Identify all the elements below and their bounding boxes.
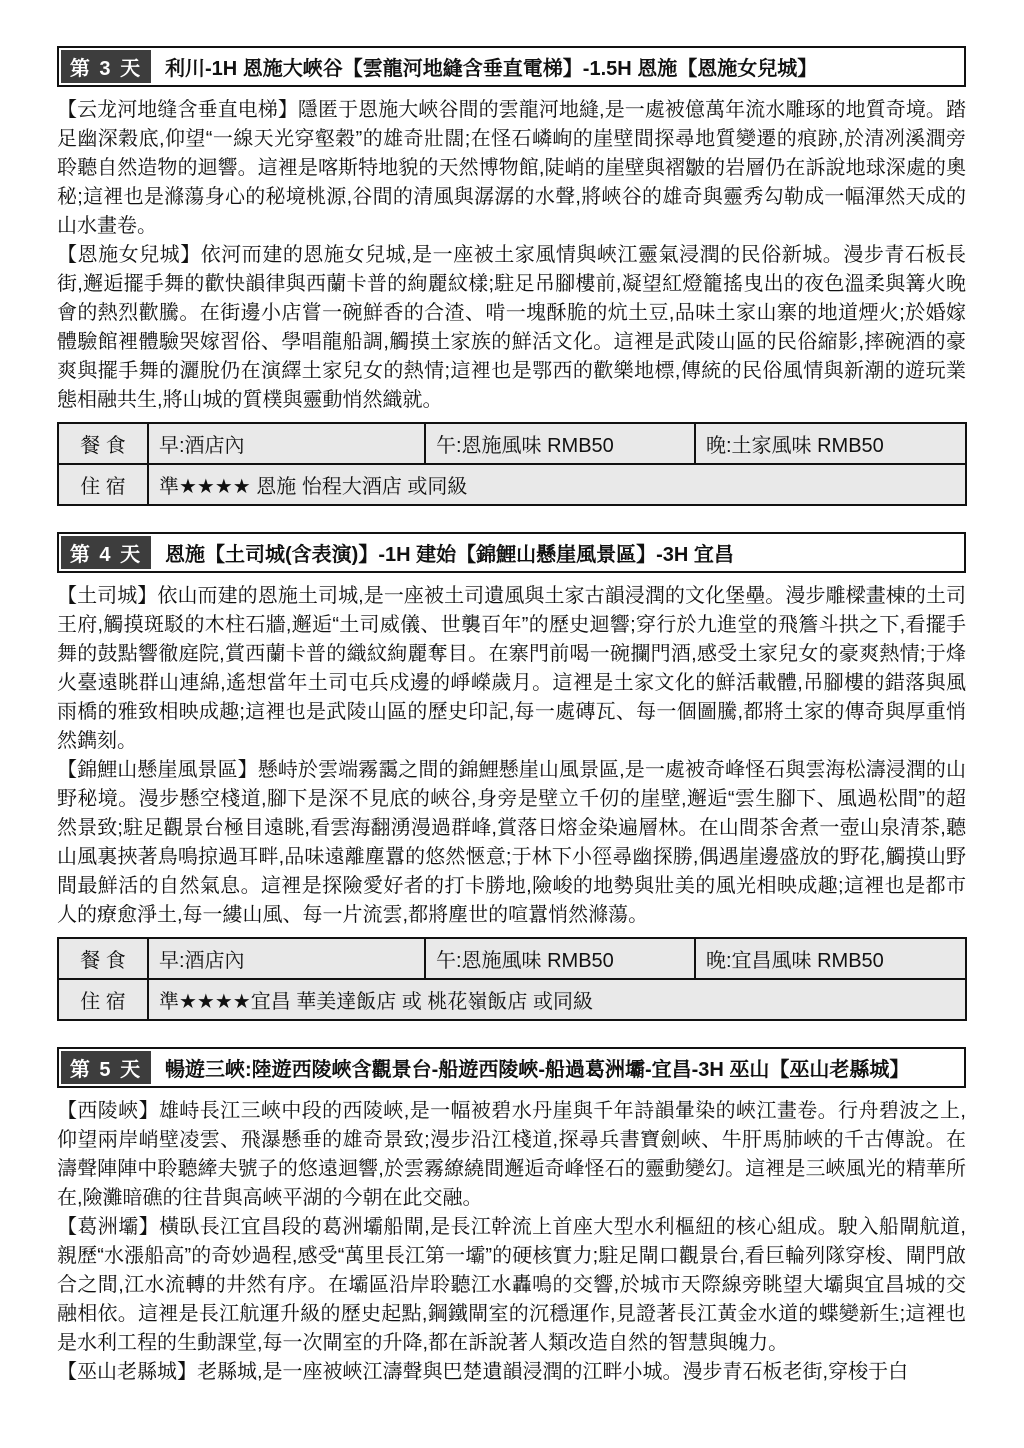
lunch-cell: 午:恩施風味 RMB50 [425, 423, 695, 464]
day-3-meals-row [58, 423, 966, 464]
day-5-section [57, 1047, 966, 1387]
day-3-section [57, 46, 966, 506]
breakfast-cell: 早:酒店內 [148, 938, 425, 979]
lodging-value-cell: 準★★★★ 恩施 怡程大酒店 或同級 [148, 464, 966, 505]
day-5-paragraph-3: 【巫山老縣城】老縣城,是一座被峽江濤聲與巴楚遺韻浸潤的江畔小城。漫步青石板老街,穿梭于白 [57, 1361, 909, 1383]
breakfast-cell: 早:酒店內 [148, 423, 425, 464]
dinner-cell: 晚:宜昌風味 RMB50 [695, 938, 966, 979]
day-5-header [57, 1047, 966, 1088]
meals-label-cell: 餐 食 [58, 423, 148, 464]
day-3-meals-lodging-table [57, 422, 967, 506]
day-5-label: 第 5 天 [61, 1051, 151, 1084]
day-4-section [57, 532, 966, 1021]
day-4-meals-row [58, 938, 966, 979]
dinner-cell: 晚:土家風味 RMB50 [695, 423, 966, 464]
lodging-value-cell: 準★★★★宜昌 華美達飯店 或 桃花嶺飯店 或同級 [148, 979, 966, 1020]
day-4-label: 第 4 天 [61, 536, 151, 569]
meals-label-cell: 餐 食 [58, 938, 148, 979]
day-4-lodging-row [58, 979, 966, 1020]
day-3-lodging-row [58, 464, 966, 505]
lodging-label-cell: 住 宿 [58, 464, 148, 505]
day-5-paragraph-1: 【西陵峽】雄峙長江三峽中段的西陵峽,是一幅被碧水丹崖與千年詩韻暈染的峽江畫卷。行舟碧波之上,仰望兩岸峭壁凌雲、飛瀑懸垂的雄奇景致;漫步沿江棧道,探尋兵書寶劍峽、牛肝馬肺峽的千古傳說。在濤聲陣陣中聆聽縴夫號子的悠遠迴響,於雲霧繚繞間邂逅奇峰怪石的靈動變幻。這裡是三峽風光的精華所在,險灘暗礁的往昔與高峽平湖的今朝在此交融。 [57, 1100, 966, 1209]
day-5-paragraph-2: 【葛洲壩】橫臥長江宜昌段的葛洲壩船閘,是長江幹流上首座大型水利樞紐的核心組成。駛入船閘航道,親歷“水漲船高”的奇妙過程,感受“萬里長江第一壩”的硬核實力;駐足閘口觀景台,看巨輪列隊穿梭、閘門啟合之間,江水流轉的井然有序。在壩區沿岸聆聽江水轟鳴的交響,於城市天際線旁眺望大壩與宜昌城的交融相依。這裡是長江航運升級的歷史起點,鋼鐵閘室的沉穩運作,見證著長江黃金水道的蝶變新生;這裡也是水利工程的生動課堂,每一次閘室的升降,都在訴說著人類改造自然的智慧與魄力。 [57, 1216, 966, 1354]
day-4-paragraph-1: 【土司城】依山而建的恩施土司城,是一座被土司遺風與土家古韻浸潤的文化堡壘。漫步雕樑畫棟的土司王府,觸摸斑駁的木柱石牆,邂逅“土司威儀、世襲百年”的歷史迴響;穿行於九進堂的飛簷斗拱之下,看擺手舞的鼓點響徹庭院,賞西蘭卡普的織紋絢麗奪目。在寨門前喝一碗攔門酒,感受土家兒女的豪爽熱情;于烽火臺遠眺群山連綿,遙想當年土司屯兵戍邊的崢嶸歲月。這裡是土家文化的鮮活載體,吊腳樓的錯落與風雨橋的雅致相映成趣;這裡也是武陵山區的歷史印記,每一處磚瓦、每一個圖騰,都將土家的傳奇與厚重悄然鐫刻。 [57, 585, 966, 752]
lunch-cell: 午:恩施風味 RMB50 [425, 938, 695, 979]
day-3-label: 第 3 天 [61, 50, 151, 83]
day-4-meals-lodging-table [57, 937, 967, 1021]
day-4-title: 恩施【土司城(含表演)】-1H 建始【錦鯉山懸崖風景區】-3H 宜昌 [165, 544, 734, 566]
day-3-title: 利川-1H 恩施大峽谷【雲龍河地縫含垂直電梯】-1.5H 恩施【恩施女兒城】 [165, 58, 818, 80]
day-3-paragraph-2: 【恩施女兒城】依河而建的恩施女兒城,是一座被土家風情與峽江靈氣浸潤的民俗新城。漫步青石板長街,邂逅擺手舞的歡快韻律與西蘭卡普的絢麗紋樣;駐足吊腳樓前,凝望紅燈籠搖曳出的夜色溫柔與篝火晚會的熱烈歡騰。在街邊小店嘗一碗鮮香的合渣、啃一塊酥脆的炕土豆,品味土家山寨的地道煙火;於婚嫁體驗館裡體驗哭嫁習俗、學唱龍船調,觸摸土家族的鮮活文化。這裡是武陵山區的民俗縮影,摔碗酒的豪爽與擺手舞的灑脫仍在演繹土家兒女的熱情;這裡也是鄂西的歡樂地標,傳統的民俗風情與新潮的遊玩業態相融共生,將山城的質樸與靈動悄然織就。 [57, 244, 966, 411]
day-3-header [57, 46, 966, 87]
day-3-paragraph-1: 【云龙河地缝含垂直电梯】隱匿于恩施大峽谷間的雲龍河地縫,是一處被億萬年流水雕琢的地質奇境。踏足幽深穀底,仰望“一線天光穿壑穀”的雄奇壯闊;在怪石嶙峋的崖壁間探尋地質變遷的痕跡,於清冽溪澗旁聆聽自然造物的迴響。這裡是喀斯特地貌的天然博物館,陡峭的崖壁與褶皺的岩層仍在訴說地球深處的奧秘;這裡也是滌蕩身心的秘境桃源,谷間的清風與潺潺的水聲,將峽谷的雄奇與靈秀勾勒成一幅渾然天成的山水畫卷。 [57, 99, 966, 237]
day-4-header [57, 532, 966, 573]
day-4-paragraph-2: 【錦鯉山懸崖風景區】懸峙於雲端霧靄之間的錦鯉懸崖山風景區,是一處被奇峰怪石與雲海松濤浸潤的山野秘境。漫步懸空棧道,腳下是深不見底的峽谷,身旁是壁立千仞的崖壁,邂逅“雲生腳下、風過松間”的超然景致;駐足觀景台極目遠眺,看雲海翻湧漫過群峰,賞落日熔金染遍層林。在山間茶舍煮一壺山泉清茶,聽山風裏挾著鳥鳴掠過耳畔,品味遠離塵囂的悠然愜意;于林下小徑尋幽探勝,偶遇崖邊盛放的野花,觸摸山野間最鮮活的自然氣息。這裡是探險愛好者的打卡勝地,險峻的地勢與壯美的風光相映成趣;這裡也是都市人的療愈淨土,每一縷山風、每一片流雲,都將塵世的喧囂悄然滌蕩。 [57, 759, 966, 926]
lodging-label-cell: 住 宿 [58, 979, 148, 1020]
day-5-title: 暢遊三峽:陸遊西陵峽含觀景台-船遊西陵峽-船過葛洲壩-宜昌-3H 巫山【巫山老縣城】 [165, 1059, 910, 1081]
